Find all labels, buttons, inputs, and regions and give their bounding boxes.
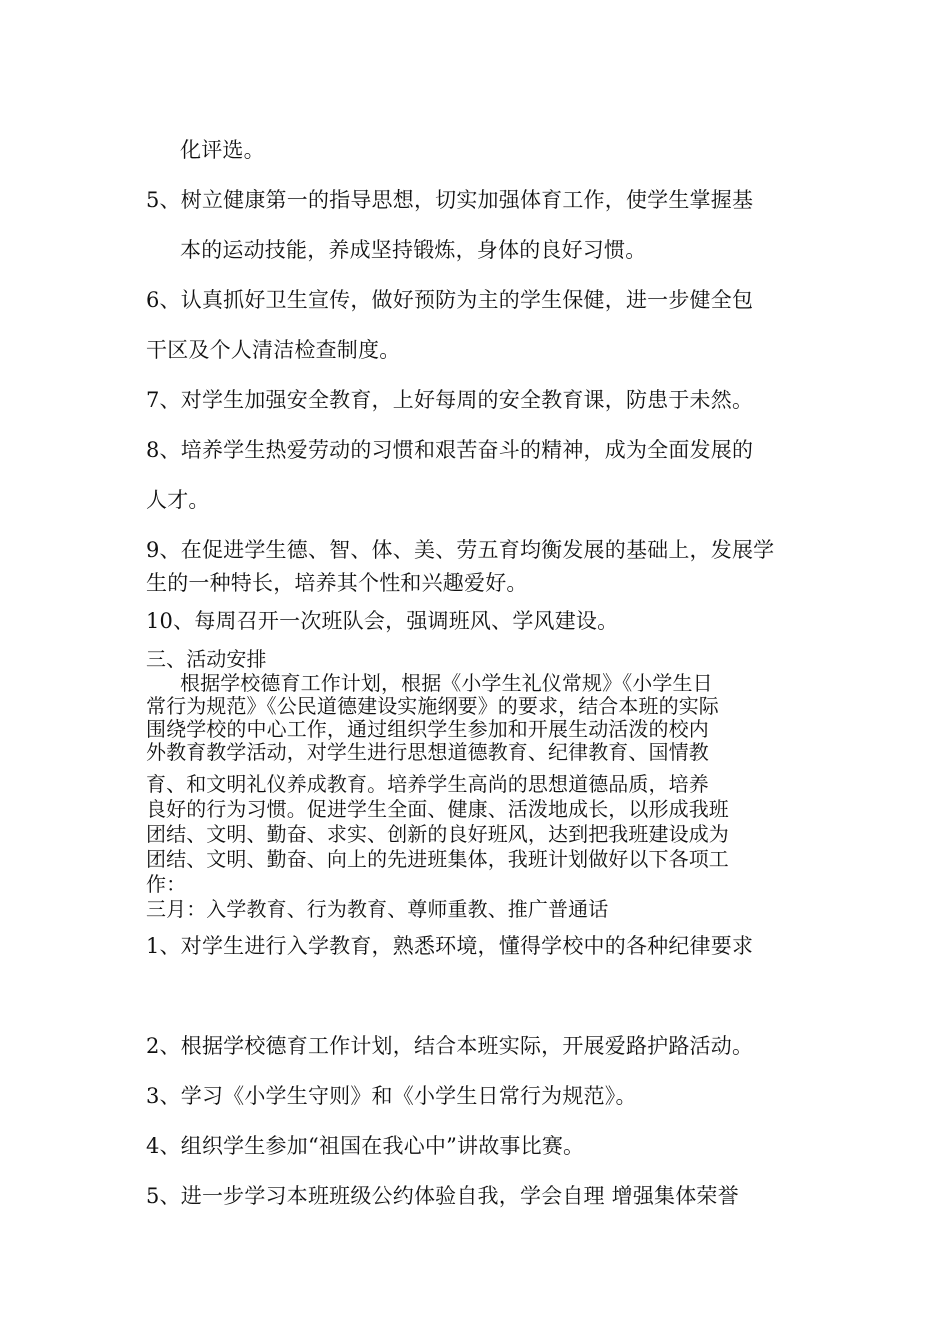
text-line: 9、在促进学生德、智、体、美、劳五育均衡发展的基础上，发展学 bbox=[146, 538, 775, 562]
text-line: 作： bbox=[146, 872, 187, 896]
text-line: 10、每周召开一次班队会，强调班风、学风建设。 bbox=[146, 609, 619, 633]
text-line: 化评选。 bbox=[180, 138, 265, 162]
text-line: 常行为规范》《公民道德建设实施纲要》的要求，结合本班的实际 bbox=[146, 694, 719, 718]
text-line: 5、树立健康第一的指导思想，切实加强体育工作，使学生掌握基 bbox=[146, 188, 754, 212]
text-line: 2、根据学校德育工作计划，结合本班实际，开展爱路护路活动。 bbox=[146, 1034, 754, 1058]
text-line: 团结、文明、勤奋、求实、创新的良好班风，达到把我班建设成为 bbox=[146, 822, 729, 846]
text-line: 5、进一步学习本班班级公约体验自我，学会自理 增强集体荣誉 bbox=[146, 1184, 739, 1208]
section-heading: 三、活动安排 bbox=[146, 647, 267, 671]
text-line: 育、和文明礼仪养成教育。培养学生高尚的思想道德品质，培养 bbox=[146, 772, 709, 796]
month-heading: 三月：入学教育、行为教育、尊师重教、推广普通话 bbox=[146, 897, 609, 921]
text-line: 生的一种特长，培养其个性和兴趣爱好。 bbox=[146, 571, 528, 595]
text-line: 4、组织学生参加“祖国在我心中”讲故事比赛。 bbox=[146, 1134, 585, 1158]
text-line: 1、对学生进行入学教育，熟悉环境，懂得学校中的各种纪律要求 bbox=[146, 934, 754, 958]
text-line: 外教育教学活动，对学生进行思想道德教育、纪律教育、国情教 bbox=[146, 740, 709, 764]
text-line: 6、认真抓好卫生宣传，做好预防为主的学生保健，进一步健全包 bbox=[146, 288, 754, 312]
text-line: 本的运动技能，养成坚持锻炼，身体的良好习惯。 bbox=[180, 238, 647, 262]
text-line: 良好的行为习惯。促进学生全面、健康、活泼地成长，以形成我班 bbox=[146, 797, 729, 821]
text-line: 7、对学生加强安全教育，上好每周的安全教育课，防患于未然。 bbox=[146, 388, 754, 412]
text-line: 围绕学校的中心工作，通过组织学生参加和开展生动活泼的校内 bbox=[146, 717, 709, 741]
text-line: 根据学校德育工作计划，根据《小学生礼仪常规》《小学生日 bbox=[180, 671, 713, 695]
text-line: 8、培养学生热爱劳动的习惯和艰苦奋斗的精神，成为全面发展的 bbox=[146, 438, 754, 462]
text-line: 人才。 bbox=[146, 488, 210, 512]
text-line: 3、学习《小学生守则》和《小学生日常行为规范》。 bbox=[146, 1084, 637, 1108]
text-line: 干区及个人清洁检查制度。 bbox=[146, 338, 401, 362]
text-line: 团结、文明、勤奋、向上的先进班集体，我班计划做好以下各项工 bbox=[146, 847, 729, 871]
